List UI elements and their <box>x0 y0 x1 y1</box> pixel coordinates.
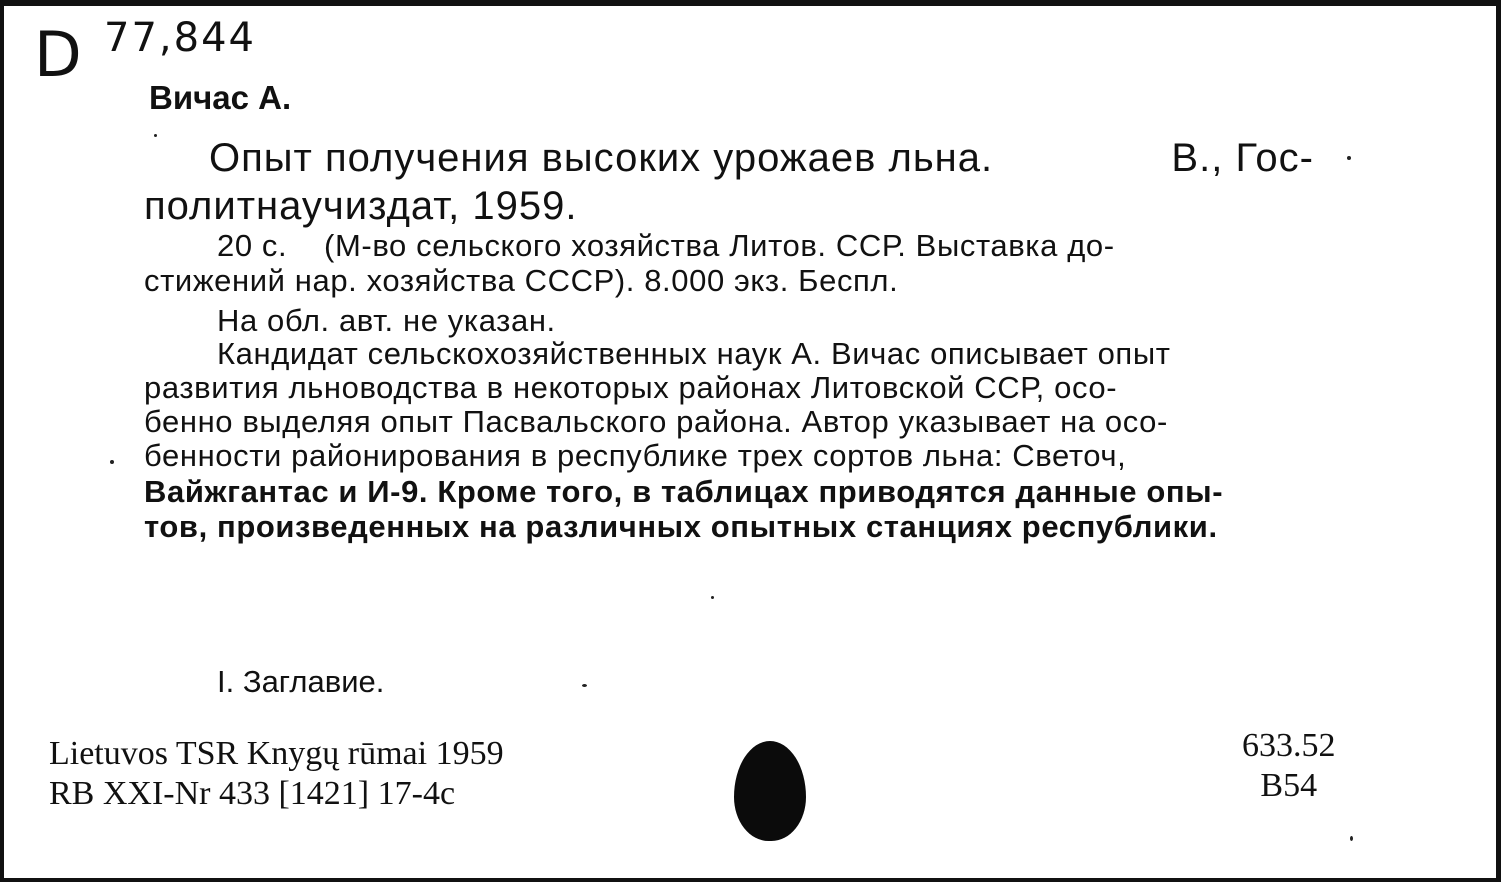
publisher-line-1: Lietuvos TSR Knygų rūmai 1959 <box>49 735 504 772</box>
punch-hole <box>734 741 806 841</box>
annotation-line-6: тов, произведенных на различных опытных станциях республики. <box>144 509 1218 544</box>
speck <box>582 684 587 687</box>
speck <box>110 460 114 464</box>
author-mark: В54 <box>1260 767 1318 804</box>
author-name: Вичас А. <box>149 79 292 116</box>
annotation-line-5: Вайжгантас и И-9. Кроме того, в таблицах приводятся данные опы- <box>144 474 1224 509</box>
annotation-line-2: развития льноводства в некоторых районах Литовской ССР, осо- <box>144 370 1118 405</box>
title-text: Опыт получения высоких урожаев льна. <box>209 136 994 180</box>
classification-code: 633.52 <box>1242 727 1336 764</box>
title-line-2: политнаучиздат, 1959. <box>144 184 578 228</box>
speck <box>1350 836 1353 841</box>
publisher-block <box>49 734 504 814</box>
annotation-line-1: Кандидат сельскохозяйственных наук А. Вичас описывает опыт <box>217 336 1171 371</box>
handwritten-inventory-number: 77,844 <box>104 15 256 61</box>
annotation-line-4: бенности районирования в республике трех сортов льна: Светоч, <box>144 438 1127 473</box>
speck <box>154 134 157 137</box>
imprint-start: В., Гос- <box>1171 136 1314 180</box>
description-line-3: На обл. авт. не указан. <box>217 303 556 338</box>
speck <box>1347 156 1351 160</box>
handwritten-prefix: D <box>34 18 82 91</box>
classification-block <box>1242 726 1336 806</box>
description-line-1: 20 с. (М-во сельского хозяйства Литов. ССР. Выставка до- <box>217 228 1115 263</box>
annotation-line-3: бенно выделяя опыт Пасвальского района. Автор указывает на осо- <box>144 404 1168 439</box>
speck <box>711 596 714 599</box>
description-line-2: стижений нар. хозяйства СССР). 8.000 экз. Беспл. <box>144 263 899 298</box>
publisher-line-2: RB XXI-Nr 433 [1421] 17-4c <box>49 775 456 812</box>
subject-heading: I. Заглавие. <box>217 664 385 699</box>
title-line-1 <box>209 136 1314 180</box>
